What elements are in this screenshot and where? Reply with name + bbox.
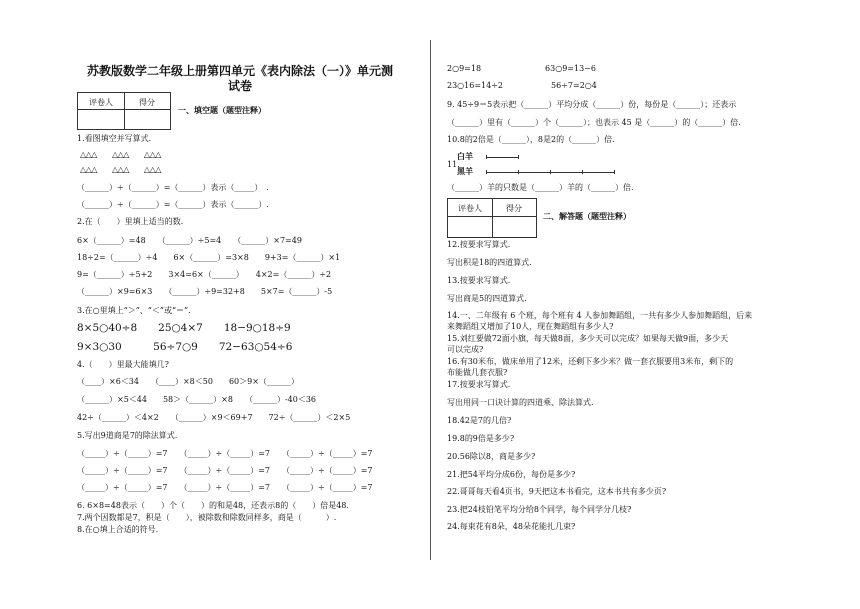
question-line: 11.	[447, 160, 460, 169]
triangle-group-row: △△△ △△△ △△△	[80, 165, 161, 174]
score-box-score-label: 得分	[506, 204, 522, 213]
question-line: 可以完成?	[447, 345, 484, 354]
question-line: 6×（______）=48 （______）÷5=4 （______）×7=49	[77, 236, 302, 245]
question-line: （_____）÷（_____）=7 （_____）÷（_____）=7 （_____）÷（_____）=7	[77, 483, 373, 492]
question-line: 42÷（______）＜4×2 （______）×9＜69+7 72÷（______）＜2×5	[77, 413, 351, 422]
black-sheep-label: 黑羊	[457, 167, 473, 176]
question-line: （______）里有（______）个（______）；也表示 45 是（______）的（______）倍.	[447, 118, 741, 127]
question-line: 17.按要求写算式.	[447, 380, 511, 389]
score-box-2	[447, 198, 537, 238]
question-line: 20.56除以8，商是多少?	[447, 452, 536, 461]
comparison-row: 8×5○40÷8 25○4×7 18−9○18÷9	[77, 322, 291, 334]
question-line: 2○9=18 63○9=13−6	[447, 64, 596, 73]
question-line: 写出用同一口诀计算的四道乘、除法算式.	[447, 398, 594, 407]
question-line: 9=（______）÷5+2 3×4=6×（______） 4×2=（______）÷2	[77, 270, 332, 279]
question-line: 24.每束花有8朵，48朵花能扎几束?	[447, 522, 576, 531]
score-box-1	[77, 92, 171, 130]
question-line: （_____）÷（_____）=7 （_____）÷（_____）=7 （_____）÷（_____）=7	[77, 466, 373, 475]
column-divider	[430, 40, 431, 560]
question-line: （______）羊的只数是（______）羊的（______）倍.	[447, 183, 634, 192]
question-line: 来舞蹈组又增加了10人，现在舞蹈组有多少人?	[447, 322, 614, 331]
question-line: 19.8的9倍是多少?	[447, 434, 515, 443]
score-box-grader-label: 评卷人	[458, 204, 482, 213]
question-line: （______）×9=6×3 （______）÷9=32+8 5×7=（______）-5	[77, 287, 333, 296]
question-line: 16.有30米布，做床单用了12米，还剩下多少米？做一套衣服要用3米布，剩下的	[447, 357, 734, 366]
page-title-line2: 试卷	[227, 79, 252, 93]
question-line: 22.哥哥每天看4页书，9天把这本书看完，这本书共有多少页?	[447, 487, 667, 496]
question-line: 8.在○填上合适的符号.	[77, 525, 159, 534]
question-line: 3.在○里填上“＞”、“＜”或“＝”.	[77, 306, 191, 315]
score-box-score-label: 得分	[139, 98, 155, 107]
question-line: 18.42是7的几倍?	[447, 416, 512, 425]
question-line: 18÷2=（______）÷4 6×（______）=3×8 9+3=（______）×1	[77, 253, 341, 262]
section-heading-fill-in: 一、填空题（题型注释）	[178, 106, 266, 115]
question-line: 6. 6×8=48表示（ ）个（ ）的和是48，还表示8的（ ）倍是48.	[77, 501, 349, 510]
score-box-grader-label: 评卷人	[89, 98, 113, 107]
question-line: 9. 45÷9＝5表示把（______）平均分成（______）份，每份是（______）；还表示	[447, 100, 737, 109]
section-heading-answer: 二、解答题（题型注释）	[543, 212, 631, 221]
question-line: 10.8的2倍是（______），8是2的（______）倍.	[447, 135, 615, 144]
question-line: 23○16=14÷2 56÷7=2○4	[447, 81, 597, 90]
question-line: 13.按要求写算式.	[447, 276, 511, 285]
question-line: 14.一、二年级有 6 个班，每个班有 4 人参加舞蹈组，一共有多少人参加舞蹈组，后来	[447, 311, 753, 320]
question-line: 4.（ ）里最大能填几?	[77, 360, 169, 369]
question-line: （______）÷（______）=（______）表示（______）.	[77, 200, 269, 209]
question-line: 15.刘红要做72面小旗，每天做8面，多少天可以完成？如果每天做9面，多少天	[447, 334, 729, 343]
question-line: （____）×6＜34 （____）×8＜50 60＞9×（______）	[77, 377, 299, 386]
question-line: 12.按要求写算式.	[447, 240, 511, 249]
question-line: （______）÷（______）=（______）表示（_____） .	[77, 183, 269, 192]
question-line: 21.把54平均分成6份，每份是多少?	[447, 470, 576, 479]
white-sheep-bar	[486, 157, 518, 158]
question-line: 7.两个因数都是7，积是（ ），被除数和除数同样多，商是（ ）.	[77, 513, 337, 522]
white-sheep-label: 白羊	[457, 152, 473, 161]
question-line: 1.看图填空并写算式.	[77, 134, 152, 143]
question-line: 2.在（ ）里填上适当的数.	[77, 217, 184, 226]
question-line: 布能做几套衣服?	[447, 368, 508, 377]
question-line: 写出积是18的四道算式.	[447, 258, 532, 267]
triangle-group-row: △△△ △△△ △△△	[80, 150, 161, 159]
question-line: （______）×5＜44 58＞（______）×8 （______）-40＜36	[77, 395, 317, 404]
page-title-line1: 苏教版数学二年级上册第四单元《表内除法（一）》单元测	[86, 64, 393, 78]
comparison-row: 9×3○30 56÷7○9 72−63○54÷6	[77, 341, 293, 353]
question-line: 写出商是5的四道算式.	[447, 294, 527, 303]
question-line: 23.把24枝铅笔平均分给8个同学，每个同学分几枝?	[447, 505, 632, 514]
question-line: 5.写出9道商是7的除法算式.	[77, 431, 178, 440]
question-line: （_____）÷（_____）=7 （_____）÷（_____）=7 （_____）÷（_____）=7	[77, 449, 373, 458]
